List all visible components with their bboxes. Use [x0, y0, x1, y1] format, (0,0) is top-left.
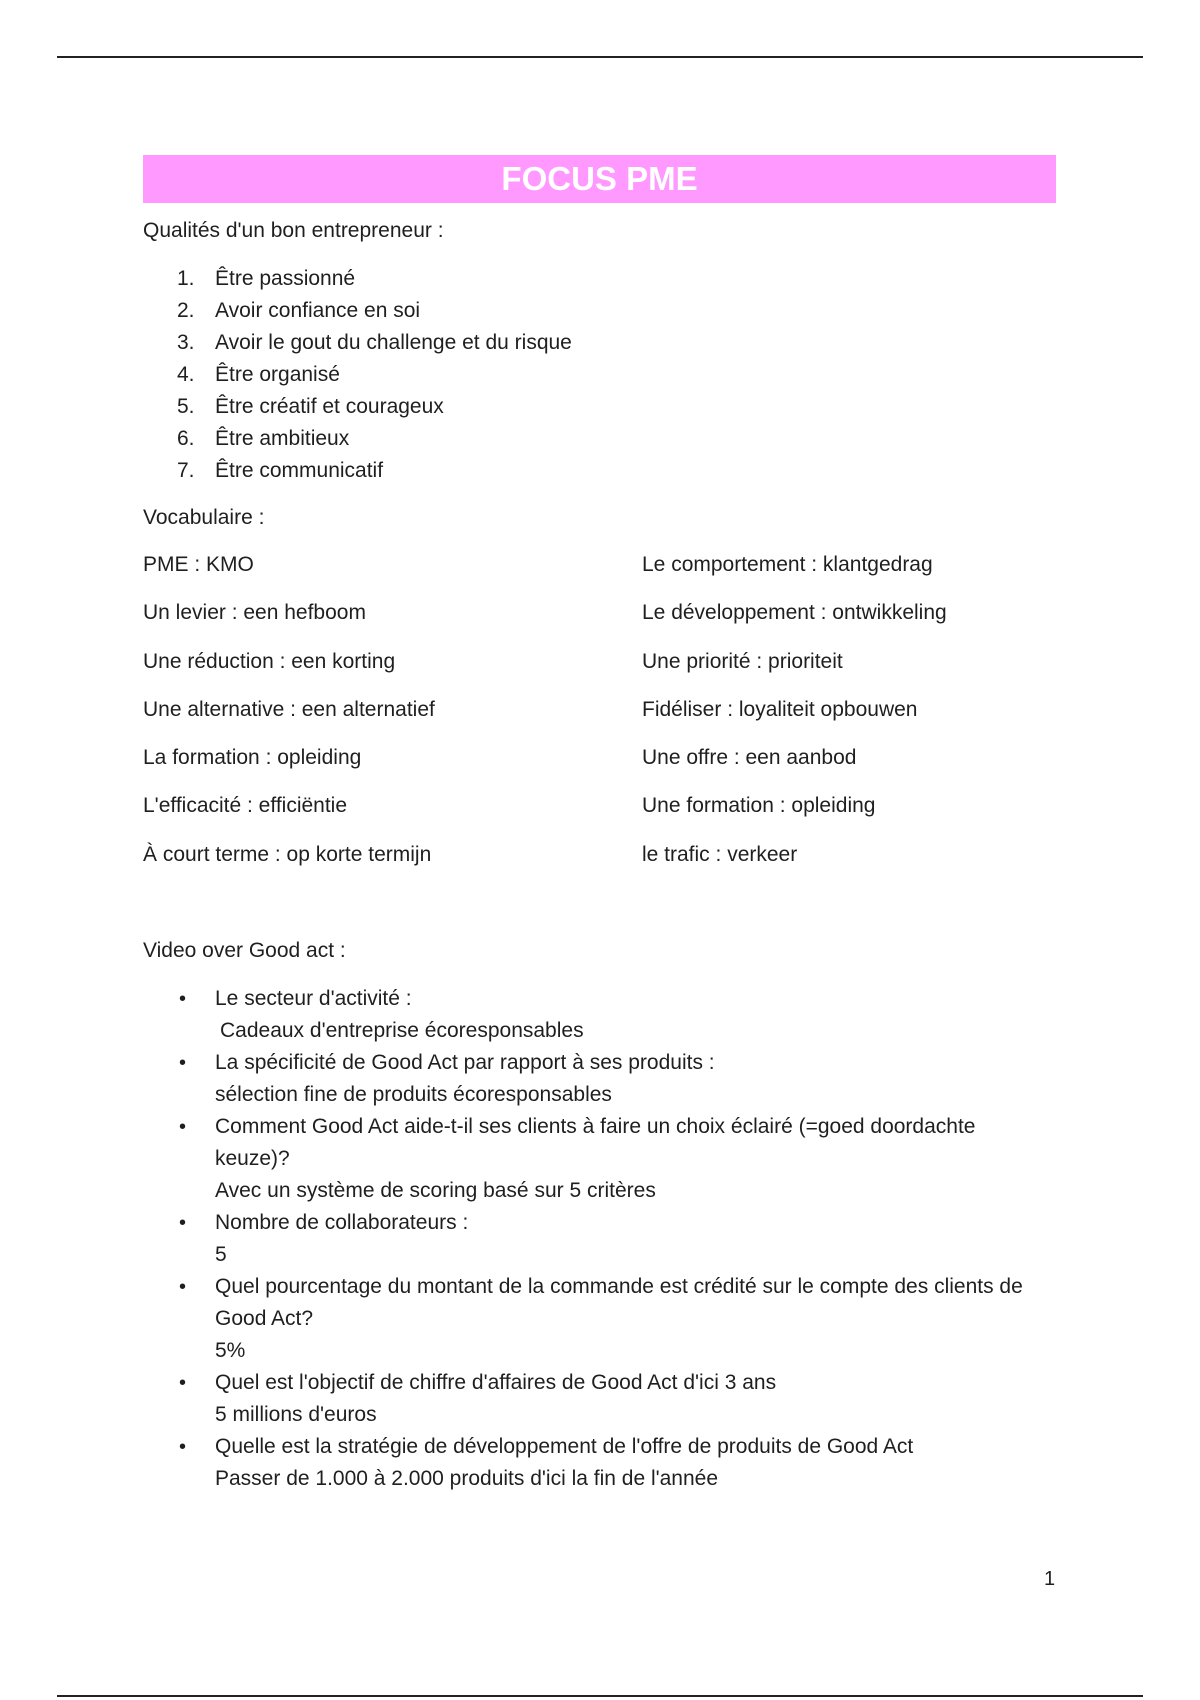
bullet-icon: • — [179, 1052, 187, 1075]
list-item — [143, 391, 1056, 423]
question-text: Le secteur d'activité : — [215, 987, 412, 1011]
question-text: Nombre de collaborateurs : — [215, 1211, 469, 1235]
list-item — [143, 455, 1056, 487]
list-item — [143, 1111, 1056, 1207]
vocabulary-heading: Vocabulaire : — [143, 506, 265, 529]
answer-text: sélection fine de produits écoresponsables — [215, 1083, 612, 1107]
qualities-list — [143, 263, 1056, 487]
question-text: Quel est l'objectif de chiffre d'affaires de Good Act d'ici 3 ans — [215, 1371, 777, 1395]
vocab-entry-right: Le comportement : klantgedrag — [642, 553, 933, 576]
bullet-icon: • — [179, 1116, 187, 1139]
page-number: 1 — [1044, 1568, 1056, 1590]
list-item-text: Avoir confiance en soi — [215, 299, 421, 322]
qualities-heading: Qualités d'un bon entrepreneur : — [143, 219, 444, 242]
answer-text: 5 — [215, 1243, 227, 1267]
vocab-entry-right: Fidéliser : loyaliteit opbouwen — [642, 697, 918, 721]
page-title: FOCUS PME — [143, 155, 1056, 203]
footer-rule — [57, 1695, 1143, 1697]
question-text: La spécificité de Good Act par rapport à ses produits : — [215, 1051, 715, 1075]
answer-text: Cadeaux d'entreprise écoresponsables — [220, 1019, 584, 1043]
vocab-entry-left: PME : KMO — [143, 553, 254, 576]
list-item — [143, 1271, 1056, 1367]
bullet-icon: • — [179, 1436, 187, 1459]
bullet-icon: • — [179, 1276, 187, 1299]
answer-text: Passer de 1.000 à 2.000 produits d'ici la fin de l'année — [215, 1467, 719, 1491]
question-text: Comment Good Act aide-t-il ses clients à faire un choix éclairé (=goed doordachte keuze)? — [215, 1115, 976, 1171]
list-item-text: Être créatif et courageux — [215, 395, 444, 418]
video-heading: Video over Good act : — [143, 939, 346, 963]
question-text: Quel pourcentage du montant de la commande est crédité sur le compte des clients de Good Act? — [215, 1275, 1023, 1331]
list-number: 5. — [177, 395, 195, 418]
vocab-entry-left: L'efficacité : efficiëntie — [143, 794, 348, 818]
list-item-text: Être ambitieux — [215, 427, 350, 450]
vocab-entry-right: Une formation : opleiding — [642, 794, 876, 818]
vocab-entry-left: À court terme : op korte termijn — [143, 842, 432, 866]
vocab-entry-left: La formation : opleiding — [143, 746, 362, 770]
list-number: 4. — [177, 363, 195, 386]
video-questions-list — [143, 983, 1056, 1495]
list-item — [143, 1367, 1056, 1431]
list-item — [143, 295, 1056, 327]
list-item-text: Être passionné — [215, 267, 356, 290]
page-content — [143, 155, 1056, 1495]
answer-text: 5% — [215, 1339, 246, 1363]
question-text: Quelle est la stratégie de développement de l'offre de produits de Good Act — [215, 1435, 914, 1459]
vocab-entry-left: Une alternative : een alternatief — [143, 697, 435, 721]
vocab-entry-right: Une priorité : prioriteit — [642, 649, 843, 673]
list-item — [143, 423, 1056, 455]
bullet-icon: • — [179, 988, 187, 1011]
answer-text: Avec un système de scoring basé sur 5 critères — [215, 1179, 656, 1203]
list-number: 1. — [177, 267, 195, 290]
bullet-icon: • — [179, 1212, 187, 1235]
list-number: 2. — [177, 299, 195, 322]
vocab-entry-left: Un levier : een hefboom — [143, 601, 366, 625]
list-item — [143, 1207, 1056, 1271]
list-item — [143, 359, 1056, 391]
bullet-icon: • — [179, 1372, 187, 1395]
list-item — [143, 1047, 1056, 1111]
list-number: 6. — [177, 427, 195, 450]
answer-text: 5 millions d'euros — [215, 1403, 377, 1427]
list-item-text: Avoir le gout du challenge et du risque — [215, 331, 572, 354]
list-item — [143, 327, 1056, 359]
list-item — [143, 263, 1056, 295]
vocab-entry-right: Une offre : een aanbod — [642, 746, 857, 770]
vocab-entry-left: Une réduction : een korting — [143, 649, 396, 673]
list-item-text: Être communicatif — [215, 459, 384, 482]
list-item-text: Être organisé — [215, 363, 340, 386]
list-number: 7. — [177, 459, 195, 482]
vocabulary-grid — [143, 551, 1056, 889]
vocab-entry-right: le trafic : verkeer — [642, 842, 798, 866]
header-rule — [57, 56, 1143, 58]
list-item — [143, 983, 1056, 1047]
list-number: 3. — [177, 331, 195, 354]
list-item — [143, 1431, 1056, 1495]
vocab-entry-right: Le développement : ontwikkeling — [642, 601, 947, 625]
